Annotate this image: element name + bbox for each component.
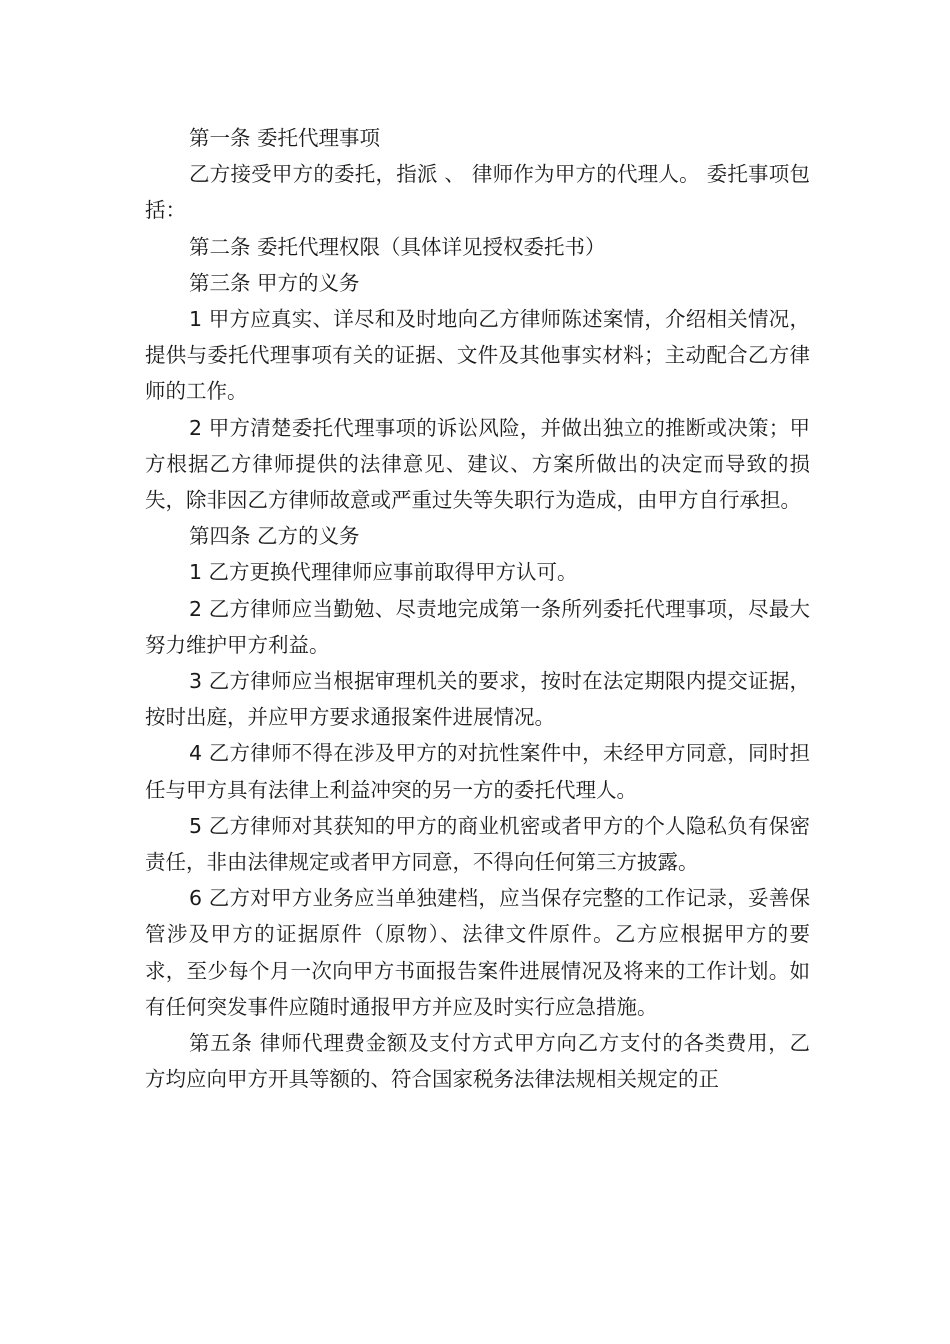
section-4-heading: 第四条 乙方的义务 <box>189 524 360 549</box>
section-1-heading: 第一条 委托代理事项 <box>189 126 381 150</box>
section-2-heading: 第二条 委托代理权限（具体详见授权委托书） <box>189 234 606 259</box>
section-4-item-3: 3 乙方律师应当根据审理机关的要求，按时在法定期限内提交证据，按时出庭，并应甲方要求通报案件进展情况。 <box>145 669 810 730</box>
section-3-item-2: 2 甲方清楚委托代理事项的诉讼风险，并做出独立的推断或决策；甲方根据乙方律师提供的法律意见、建议、方案所做出的决定而导致的损失，除非因乙方律师故意或严重过失等失职行为造成，由甲方自行承担。 <box>145 415 810 513</box>
section-3-heading: 第三条 甲方的义务 <box>189 270 360 295</box>
section-1-paragraph: 乙方接受甲方的委托，指派 、 律师作为甲方的代理人。 委托事项包括： <box>145 162 810 223</box>
section-4-item-1: 1 乙方更换代理律师应事前取得甲方认可。 <box>189 560 578 585</box>
section-4-item-4: 4 乙方律师不得在涉及甲方的对抗性案件中，未经甲方同意，同时担任与甲方具有法律上利益冲突的另一方的委托代理人。 <box>145 741 810 802</box>
document-body <box>145 120 810 1097</box>
section-3-item-1: 1 甲方应真实、详尽和及时地向乙方律师陈述案情，介绍相关情况，提供与委托代理事项有关的证据、文件及其他事实材料；主动配合乙方律师的工作。 <box>145 307 810 404</box>
section-4-item-6: 6 乙方对甲方业务应当单独建档，应当保存完整的工作记录，妥善保管涉及甲方的证据原件（原物）、法律文件原件。乙方应根据甲方的要求，至少每个月一次向甲方书面报告案件进展情况及将来的工作计划。如有任何突发事件应随时通报甲方并应及时实行应急措施。 <box>145 886 810 1019</box>
section-4-item-2: 2 乙方律师应当勤勉、尽责地完成第一条所列委托代理事项，尽最大努力维护甲方利益。 <box>145 596 810 657</box>
section-4-item-5: 5 乙方律师对其获知的甲方的商业机密或者甲方的个人隐私负有保密责任，非由法律规定或者甲方同意，不得向任何第三方披露。 <box>145 813 810 875</box>
section-5-paragraph: 第五条 律师代理费金额及支付方式甲方向乙方支付的各类费用，乙方均应向甲方开具等额的、符合国家税务法律法规相关规定的正 <box>145 1031 810 1092</box>
